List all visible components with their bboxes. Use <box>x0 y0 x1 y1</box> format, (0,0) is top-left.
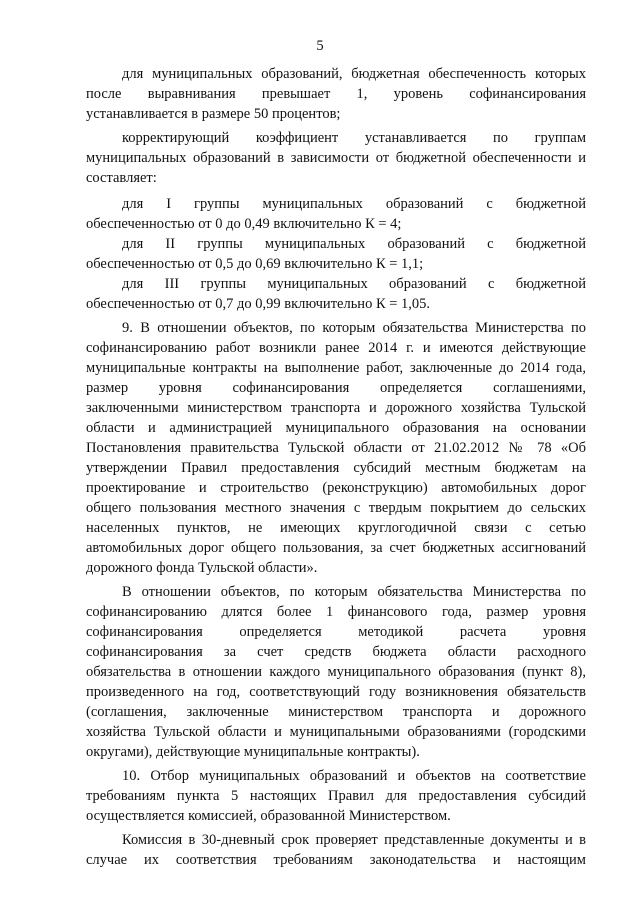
text-line: Комиссия в 30-дневный срок проверяет представленные документы и в <box>122 832 586 848</box>
text-line: области и администрацией муниципального образования на основании <box>86 420 586 436</box>
text-line: 9. В отношении объектов, по которым обязательства Министерства по <box>122 320 586 336</box>
text-line: обеспеченностью от 0 до 0,49 включительно К = 4; <box>86 216 402 232</box>
text-line: общего пользования местного значения с твердым покрытием до сельских <box>86 500 586 516</box>
text-line: софинансирования за счет средств бюджета области расходного <box>86 644 586 660</box>
text-line: после выравнивания превышает 1, уровень софинансирования <box>86 86 586 102</box>
text-line: для III группы муниципальных образований с бюджетной <box>122 276 586 292</box>
text-line: требованиям пункта 5 настоящих Правил для предоставления субсидий <box>86 788 586 804</box>
text-line: софинансированию работ возникли ранее 2014 г. и имеются действующие <box>86 340 586 356</box>
text-line: населенных пунктов, не имеющих круглогодичной связи с сетью <box>86 520 586 536</box>
text-line: муниципальных образований в зависимости от бюджетной обеспеченности и <box>86 150 586 166</box>
text-line: 10. Отбор муниципальных образований и объектов на соответствие <box>122 768 586 784</box>
text-line: составляет: <box>86 170 157 186</box>
text-line: (соглашения, заключенные министерством транспорта и дорожного <box>86 704 586 720</box>
text-line: муниципальные контракты на выполнение работ, заключенные до 2014 года, <box>86 360 586 376</box>
page-number: 5 <box>316 38 324 54</box>
text-line: Постановления правительства Тульской области от 21.02.2012 № 78 «Об <box>86 440 586 456</box>
text-line: утверждении Правил предоставления субсидий местным бюджетам на <box>86 460 586 476</box>
text-line: для I группы муниципальных образований с бюджетной <box>122 196 586 212</box>
text-line: устанавливается в размере 50 процентов; <box>86 106 341 122</box>
text-line: софинансированию длятся более 1 финансового года, размер уровня <box>86 604 586 620</box>
text-line: случае их соответствия требованиям законодательства и настоящим <box>86 852 586 868</box>
text-line: обязательства в отношении каждого муниципального образования (пункт 8), <box>86 664 586 680</box>
text-line: проектирование и строительство (реконструкцию) автомобильных дорог <box>86 480 586 496</box>
text-line: для II группы муниципальных образований с бюджетной <box>122 236 586 252</box>
text-line: обеспеченностью от 0,7 до 0,99 включительно К = 1,05. <box>86 296 431 312</box>
text-line: осуществляется комиссией, образованной Министерством. <box>86 808 451 824</box>
text-line: софинансирования определяется методикой расчета уровня <box>86 624 586 640</box>
text-line: хозяйства Тульской области и муниципальными образованиями (городскими <box>86 724 586 740</box>
text-line: произведенного на год, соответствующий году возникновения обязательств <box>86 684 586 700</box>
text-line: корректирующий коэффициент устанавливается по группам <box>122 130 586 146</box>
text-line: В отношении объектов, по которым обязательства Министерства по <box>122 584 586 600</box>
text-line: размер уровня софинансирования определяется соглашениями, <box>86 380 586 396</box>
text-line: округами), действующие муниципальные контракты). <box>86 744 420 760</box>
text-line: для муниципальных образований, бюджетная обеспеченность которых <box>122 66 586 82</box>
text-line: обеспеченностью от 0,5 до 0,69 включительно К = 1,1; <box>86 256 424 272</box>
text-line: дорожного фонда Тульской области». <box>86 560 318 576</box>
text-line: заключенными министерством транспорта и дорожного хозяйства Тульской <box>86 400 586 416</box>
text-line: автомобильных дорог общего пользования, за счет бюджетных ассигнований <box>86 540 586 556</box>
